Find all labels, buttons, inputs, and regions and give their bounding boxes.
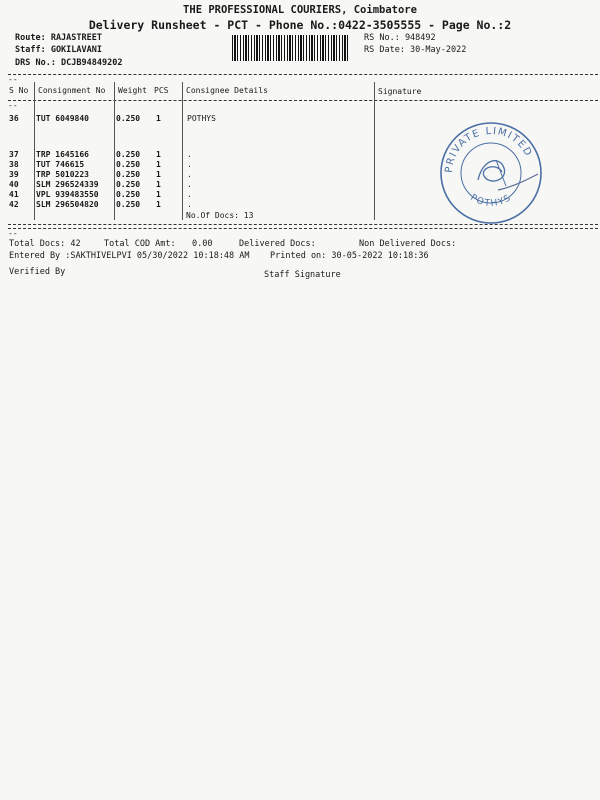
non-delivered-docs: Non Delivered Docs: bbox=[359, 239, 457, 249]
verified-by: Verified By bbox=[9, 267, 66, 277]
runsheet-title: Delivery Runsheet - PCT - Phone No.:0422-3505555 - Page No.:2 bbox=[88, 18, 512, 32]
total-cod-label: Total COD Amt: bbox=[104, 239, 176, 249]
col-consignee: Consignee Details bbox=[186, 86, 268, 95]
rs-number: RS No.: 948492 bbox=[364, 33, 436, 43]
header-rule bbox=[8, 100, 598, 101]
seal-top-text: PRIVATE LIMITED bbox=[443, 125, 535, 174]
drs-number: DRS No.: DCJB94849202 bbox=[15, 58, 123, 68]
col-consignment: Consignment No bbox=[38, 86, 106, 95]
barcode bbox=[232, 35, 350, 61]
seal-bottom-text: POTHYS bbox=[468, 192, 514, 210]
rs-date: RS Date: 30-May-2022 bbox=[364, 45, 467, 55]
staff-label: Staff: GOKILAVANI bbox=[15, 45, 102, 55]
printed-on: Printed on: 30-05-2022 10:18:36 bbox=[270, 251, 429, 261]
route-label: Route: RAJASTREET bbox=[15, 33, 102, 43]
entered-by: Entered By :SAKTHIVELPVI 05/30/2022 10:18:48 AM bbox=[9, 251, 250, 261]
col-sno: S No bbox=[9, 86, 29, 95]
company-seal bbox=[438, 120, 544, 226]
no-of-docs: No.Of Docs: 13 bbox=[186, 211, 254, 220]
col-signature: Signature bbox=[378, 87, 422, 96]
top-rule bbox=[8, 74, 598, 75]
col-pcs: PCS bbox=[154, 86, 169, 95]
total-cod-value: 0.00 bbox=[192, 239, 213, 249]
total-docs: Total Docs: 42 bbox=[9, 239, 81, 249]
delivered-docs: Delivered Docs: bbox=[239, 239, 316, 249]
company-title: THE PROFESSIONAL COURIERS, Coimbatore bbox=[183, 4, 417, 16]
staff-signature: Staff Signature bbox=[264, 270, 341, 280]
col-weight: Weight bbox=[118, 86, 147, 95]
